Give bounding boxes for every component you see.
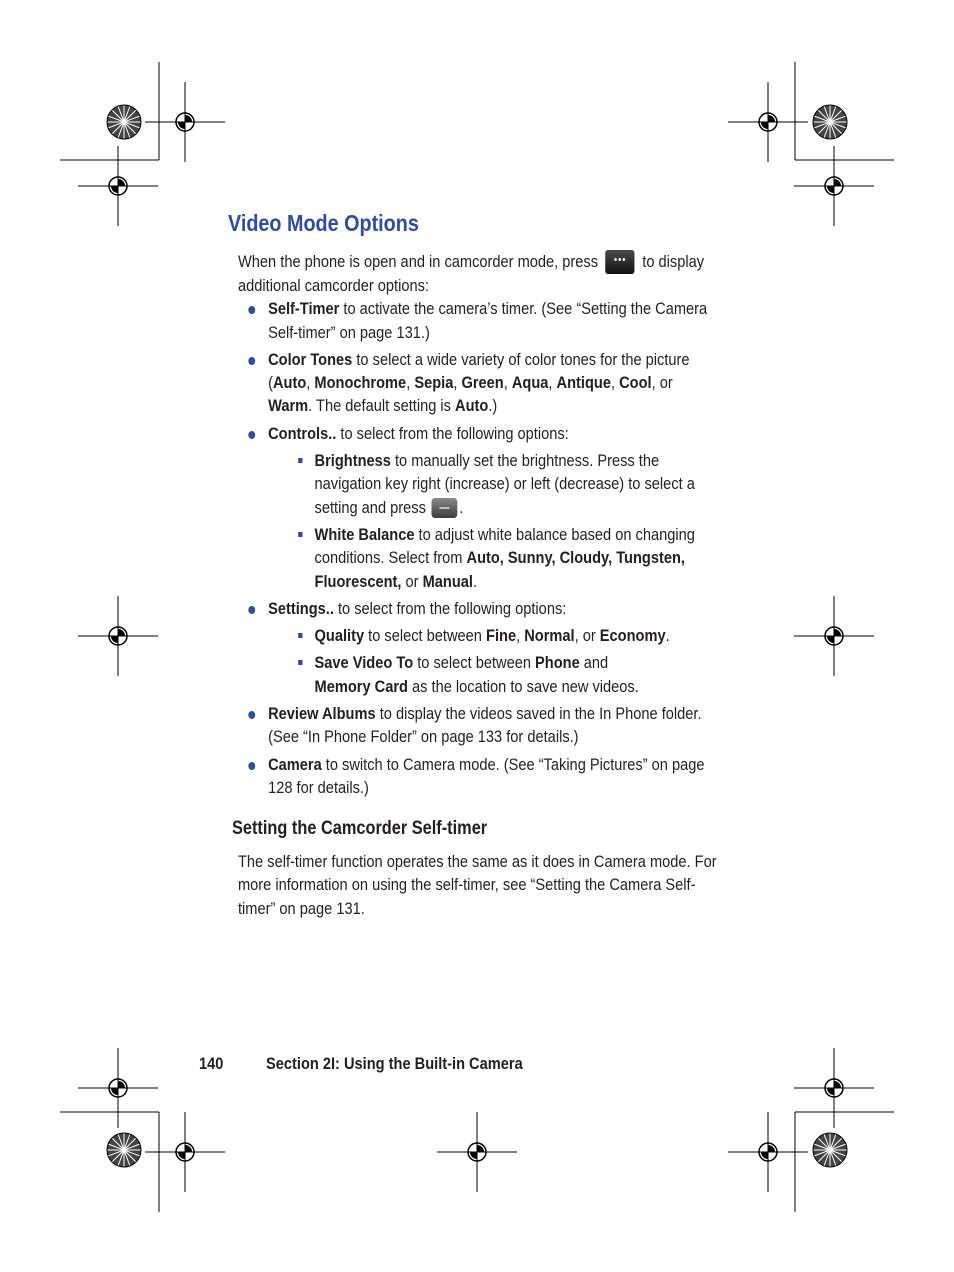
intro-paragraph [238, 250, 720, 297]
controls-sub-list [268, 449, 719, 593]
section-body: The self-timer function operates the same as it does in Camera mode. For more information on using the self-timer, see “Setting the Camera Self-timer” on page 131. [238, 852, 717, 918]
choice: Fine [486, 626, 517, 646]
separator: , or [574, 626, 600, 646]
sub-option-description: to select between [413, 653, 536, 673]
choice: Phone [535, 653, 580, 673]
option-camera [238, 753, 720, 800]
option-term: Controls.. [268, 423, 337, 443]
sub-option-description: as the location to save new videos. [407, 676, 639, 696]
option-description: to select from the following options: [333, 598, 567, 618]
punctuation: . [472, 571, 478, 591]
sub-option-quality [268, 624, 719, 647]
choice: Sepia [414, 373, 454, 393]
separator: , [516, 626, 525, 646]
options-content [238, 250, 720, 803]
section-heading: Setting the Camcorder Self-timer [232, 818, 488, 839]
option-description: .) [488, 396, 498, 416]
choice: Auto [272, 373, 307, 393]
settings-sub-list [268, 624, 719, 698]
option-description: to display the videos saved in the In Phone folder. (See “In Phone Folder” on page 133 for details.) [268, 704, 702, 747]
option-description: to select from the following options: [336, 423, 569, 443]
separator: , [503, 373, 512, 393]
option-term: Settings.. [268, 598, 334, 618]
separator: and [579, 653, 609, 673]
sub-option-brightness [268, 449, 719, 519]
choice: Aqua [511, 373, 549, 393]
option-term: Camera [268, 754, 322, 774]
option-description: . The default setting is [308, 396, 456, 416]
sub-option-term: Brightness [314, 451, 391, 471]
option-review-albums [238, 702, 720, 749]
option-description: to switch to Camera mode. (See “Taking Pictures” on page 128 for details.) [268, 754, 705, 797]
separator: , [548, 373, 557, 393]
punctuation: . [665, 626, 670, 646]
choice: Memory Card [314, 676, 408, 696]
options-list [238, 297, 720, 799]
options-key-icon: ••• [606, 250, 635, 274]
option-term: Color Tones [268, 349, 353, 369]
page-number: 140 [199, 1054, 224, 1073]
punctuation: . [459, 497, 464, 517]
choice: Normal [524, 626, 575, 646]
sub-option-term: Save Video To [314, 653, 414, 673]
choice: Cool [619, 373, 652, 393]
separator: , [610, 373, 620, 393]
option-description: to activate the camera’s timer. (See “Setting the Camera Self-timer” on page 131.) [268, 299, 708, 342]
section-footer: Section 2I: Using the Built-in Camera [266, 1054, 523, 1073]
option-color-tones [238, 348, 720, 418]
choice: Green [461, 373, 504, 393]
separator: , [306, 373, 315, 393]
option-description: to select a wide variety of color tones for the picture ( [268, 349, 690, 393]
choice: Monochrome [314, 373, 407, 393]
separator: , [406, 373, 415, 393]
page-title: Video Mode Options [228, 210, 419, 236]
sub-option-save-video-to [268, 651, 719, 698]
sub-option-description: to select between [364, 626, 487, 646]
sub-option-description: to manually set the brightness. Press the navigation key right (increase) or left (decrease) to select a setting and press [314, 451, 695, 517]
option-term: Self-Timer [268, 299, 340, 319]
choice: Manual [422, 571, 473, 591]
separator: , [453, 373, 462, 393]
intro-text-before: When the phone is open and in camcorder mode, press [238, 252, 599, 271]
sub-option-white-balance [268, 523, 719, 593]
sub-option-description: to adjust white balance based on changing conditions. Select from [314, 524, 695, 568]
choice: Auto [455, 396, 489, 416]
choice: Economy [599, 626, 666, 646]
intro-text-after: to display additional camcorder options: [238, 252, 705, 295]
option-settings [238, 597, 720, 698]
select-key-icon [432, 498, 458, 518]
choice: Antique [556, 373, 611, 393]
sub-option-term: White Balance [314, 524, 415, 544]
sub-option-term: Quality [314, 626, 365, 646]
choices: Auto, Sunny, Cloudy, Tungsten, Fluorescent, [314, 548, 685, 591]
separator: , or [651, 373, 673, 393]
separator: or [401, 571, 423, 591]
choice: Warm [268, 396, 309, 416]
option-term: Review Albums [268, 704, 376, 724]
option-self-timer [238, 297, 720, 344]
option-controls [238, 422, 720, 593]
